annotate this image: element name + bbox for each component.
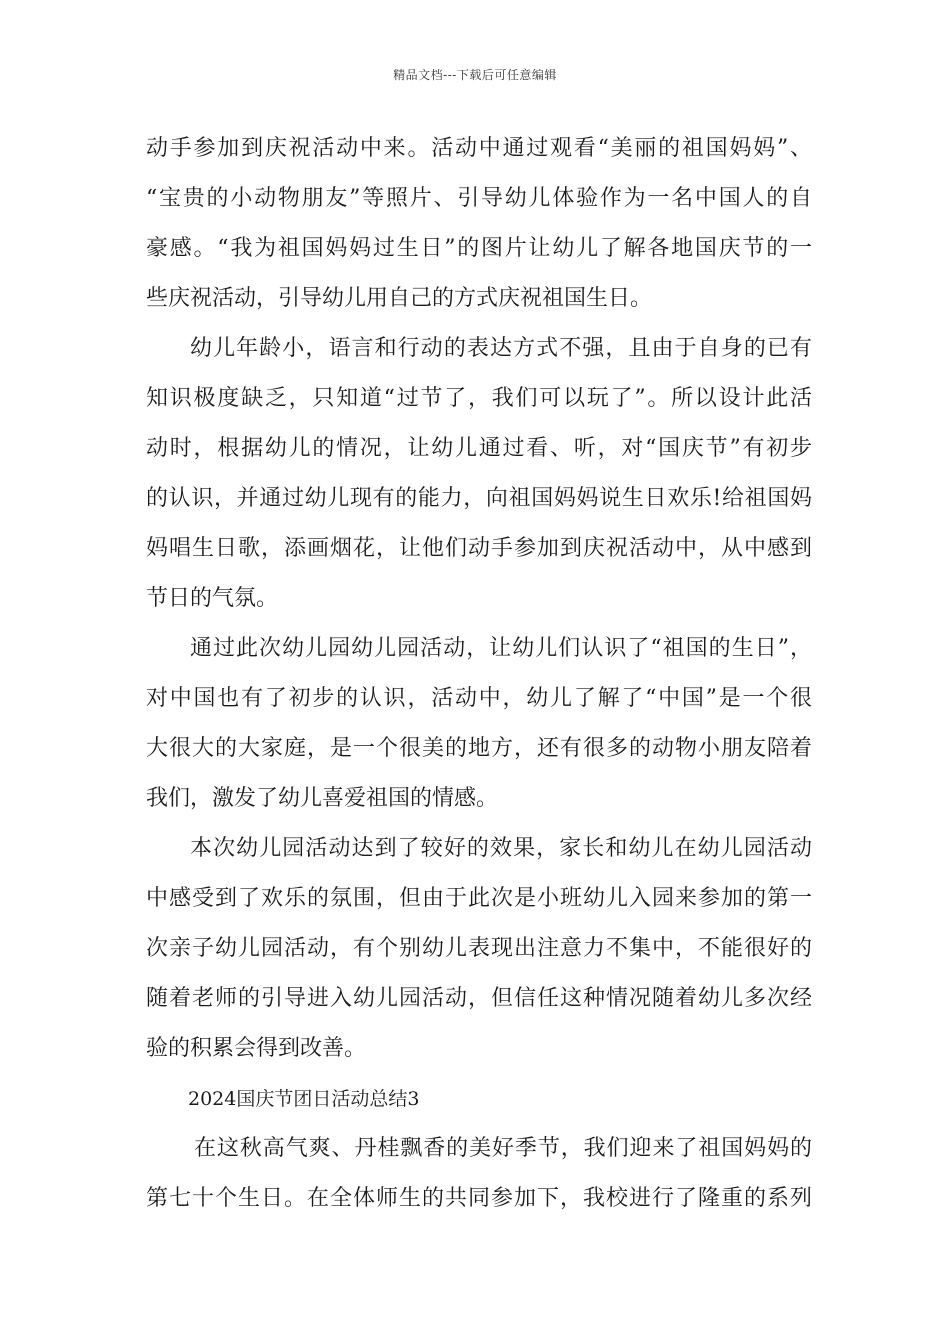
text-line: 我们，激发了幼儿喜爱祖国的情感。 <box>146 786 499 811</box>
text-line: 在这秋高气爽、丹桂飘香的美好季节，我们迎来了祖国妈妈的 <box>194 1136 812 1161</box>
document-body <box>146 124 812 1224</box>
text-line: 豪感。“我为祖国妈妈过生日”的图片让幼儿了解各地国庆节的一 <box>146 236 812 261</box>
text-line: 妈唱生日歌，添画烟花，让他们动手参加到庆祝活动中，从中感到 <box>146 536 812 561</box>
text-line: 本次幼儿园活动达到了较好的效果，家长和幼儿在幼儿园活动 <box>190 836 812 861</box>
text-line: 随着老师的引导进入幼儿园活动，但信任这种情况随着幼儿多次经 <box>146 986 812 1011</box>
text-line: 些庆祝活动，引导幼儿用自己的方式庆祝祖国生日。 <box>146 286 653 311</box>
text-line: “宝贵的小动物朋友”等照片、引导幼儿体验作为一名中国人的自 <box>146 186 812 211</box>
text-line: 对中国也有了初步的认识，活动中，幼儿了解了“中国”是一个很 <box>146 686 812 711</box>
text-line: 大很大的大家庭，是一个很美的地方，还有很多的动物小朋友陪着 <box>146 736 812 761</box>
section-heading: 2024国庆节团日活动总结3 <box>188 1088 420 1110</box>
text-line: 中感受到了欢乐的氛围，但由于此次是小班幼儿入园来参加的第一 <box>146 886 812 911</box>
text-line: 第七十个生日。在全体师生的共同参加下，我校进行了隆重的系列 <box>146 1186 812 1211</box>
page-header: 精品文档---下载后可任意编辑 <box>393 68 557 82</box>
text-line: 知识极度缺乏，只知道“过节了，我们可以玩了”。所以设计此活 <box>146 386 812 411</box>
text-line: 节日的气氛。 <box>146 586 279 611</box>
text-line: 动手参加到庆祝活动中来。活动中通过观看“美丽的祖国妈妈”、 <box>146 136 812 161</box>
text-line: 验的积累会得到改善。 <box>146 1036 367 1061</box>
text-line: 通过此次幼儿园幼儿园活动，让幼儿们认识了“祖国的生日”， <box>190 636 812 661</box>
text-line: 次亲子幼儿园活动，有个别幼儿表现出注意力不集中，不能很好的 <box>146 936 812 961</box>
text-line: 的认识，并通过幼儿现有的能力，向祖国妈妈说生日欢乐!给祖国妈 <box>146 486 812 511</box>
text-line: 动时，根据幼儿的情况，让幼儿通过看、听，对“国庆节”有初步 <box>146 436 812 461</box>
text-line: 幼儿年龄小，语言和行动的表达方式不强，且由于自身的已有 <box>190 336 812 361</box>
